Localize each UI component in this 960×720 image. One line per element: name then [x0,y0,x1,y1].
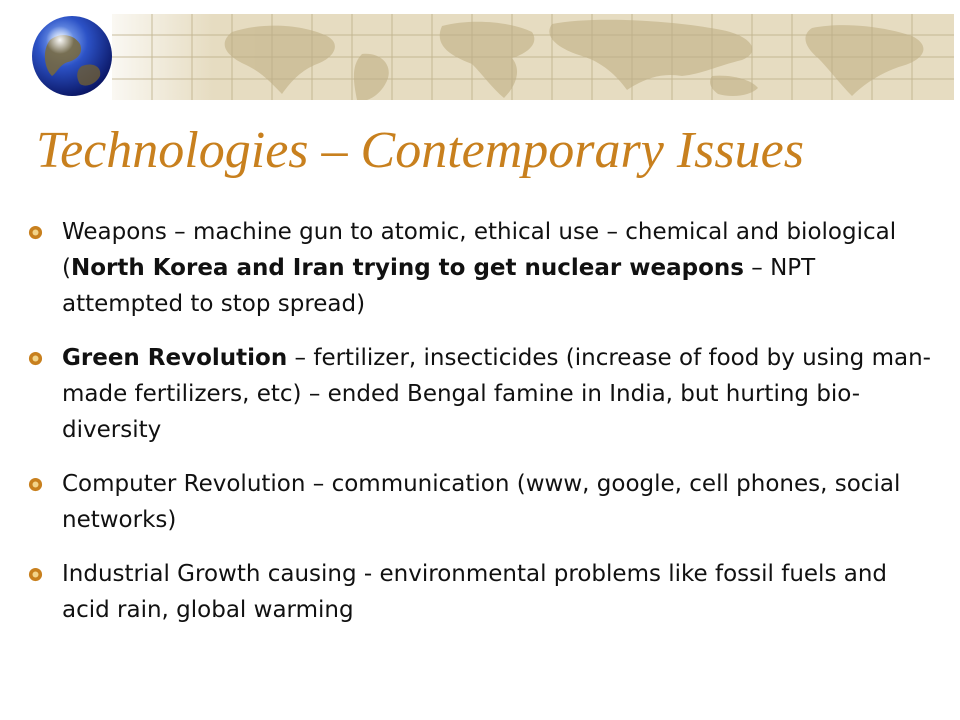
bullet-list [26,214,936,646]
bullet-item-green-revolution [26,340,936,448]
sun-bullet-icon [28,225,43,240]
bullet-text: Computer Revolution – communication (www, google, cell phones, social networks) [62,471,901,533]
world-map-strip [112,14,954,100]
sun-bullet-icon [28,567,43,582]
bullet-item-weapons [26,214,936,322]
bullet-text: Industrial Growth causing - environmental problems like fossil fuels and acid rain, global warming [62,561,888,623]
bullet-text-bold: Green Revolution [62,345,288,371]
bullet-text: – fertilizer, insecticides (increase of food by using man-made fertilizers, etc) – ended Bengal famine in India, but hurting bio-diversity [62,345,931,443]
globe-icon [30,14,114,98]
header-banner [0,0,960,105]
sun-bullet-icon [28,351,43,366]
sun-bullet-icon [28,477,43,492]
bullet-text-bold: North Korea and Iran trying to get nuclear weapons [70,255,744,281]
bullet-text: Weapons – machine gun to atomic, ethical use – chemical and biological ( [62,219,897,281]
slide-title: Technologies – Contemporary Issues [36,122,804,179]
bullet-item-industrial-growth [26,556,936,628]
bullet-item-computer-revolution [26,466,936,538]
bullet-text: – NPT attempted to stop spread) [62,255,816,317]
